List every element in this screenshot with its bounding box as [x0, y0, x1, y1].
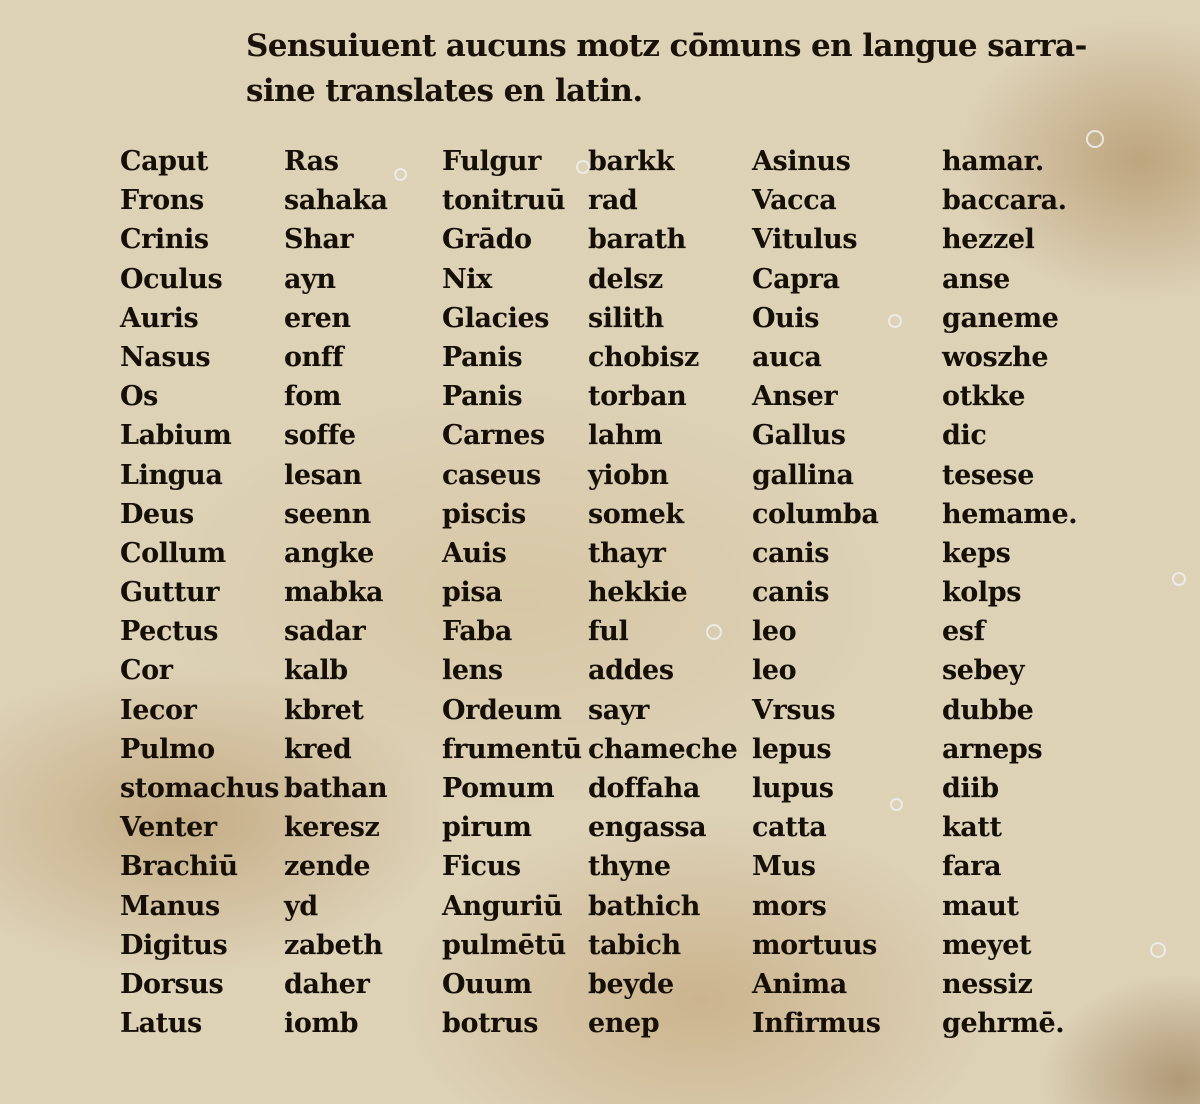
- glossary-word: daher: [284, 968, 370, 1000]
- glossary-word: delsz: [588, 263, 663, 295]
- glossary-word: leo: [752, 655, 797, 687]
- glossary-word: iomb: [284, 1008, 359, 1040]
- glossary-word: Auis: [442, 537, 507, 569]
- glossary-word: Lingua: [120, 459, 223, 491]
- glossary-word: arneps: [942, 733, 1043, 765]
- glossary-word: fom: [284, 381, 341, 413]
- glossary-word: woszhe: [942, 341, 1049, 373]
- glossary-word: columba: [752, 498, 879, 530]
- glossary-word: Iecor: [120, 694, 197, 726]
- glossary-word: hamar.: [942, 146, 1044, 177]
- glossary-word: sahaka: [284, 185, 388, 217]
- glossary-word: Brachiū: [120, 851, 238, 883]
- glossary-word: Labium: [120, 420, 232, 452]
- column-latin-food: [442, 142, 582, 1043]
- column-saracen-body: [284, 142, 388, 1043]
- glossary-word: Digitus: [120, 929, 228, 961]
- glossary-word: Vacca: [752, 185, 837, 217]
- glossary-word: Guttur: [120, 577, 220, 609]
- glossary-word: Carnes: [442, 420, 545, 452]
- glossary-word: yd: [284, 890, 318, 922]
- glossary-word: Nasus: [120, 341, 211, 373]
- glossary-word: Glacies: [442, 302, 550, 334]
- glossary-word: somek: [588, 498, 684, 530]
- glossary-word: lahm: [588, 420, 663, 452]
- glossary-word: Panis: [442, 381, 523, 413]
- glossary-word: Asinus: [752, 146, 851, 177]
- column-saracen-food: [588, 142, 737, 1043]
- glossary-word: canis: [752, 537, 830, 569]
- glossary-word: lens: [442, 655, 503, 687]
- glossary-word: mors: [752, 890, 827, 922]
- glossary-word: rad: [588, 185, 638, 217]
- glossary-word: torban: [588, 381, 687, 413]
- glossary-word: onff: [284, 341, 344, 373]
- glossary-word: Os: [120, 381, 158, 413]
- glossary-word: frumentū: [442, 733, 582, 765]
- glossary-word: zabeth: [284, 929, 383, 961]
- glossary-word: enep: [588, 1008, 660, 1040]
- glossary-word: ful: [588, 616, 629, 648]
- glossary-word: Ordeum: [442, 694, 562, 726]
- glossary-word: maut: [942, 890, 1019, 922]
- glossary-word: barkk: [588, 146, 675, 177]
- glossary-word: auca: [752, 341, 822, 373]
- glossary-word: Vitulus: [752, 224, 858, 256]
- glossary-word: beyde: [588, 968, 674, 1000]
- glossary-word: Grādo: [442, 224, 532, 256]
- glossary-word: dic: [942, 420, 987, 452]
- heading-line-1: Sensuiuent aucuns motz cōmuns en langue sarra-: [246, 28, 1087, 64]
- glossary-word: lesan: [284, 459, 362, 491]
- glossary-word: tabich: [588, 929, 681, 961]
- glossary-word: Dorsus: [120, 968, 224, 1000]
- glossary-word: keps: [942, 537, 1011, 569]
- glossary-word: Venter: [120, 812, 217, 844]
- glossary-word: dubbe: [942, 694, 1034, 726]
- glossary-word: keresz: [284, 812, 380, 844]
- glossary-word: lepus: [752, 733, 832, 765]
- glossary-word: engassa: [588, 812, 707, 844]
- glossary-word: Caput: [120, 146, 208, 177]
- glossary-word: Auris: [120, 302, 199, 334]
- column-latin-body: [120, 142, 279, 1043]
- glossary-word: anse: [942, 263, 1010, 295]
- glossary-word: soffe: [284, 420, 356, 452]
- glossary-word: Cor: [120, 655, 173, 687]
- glossary-word: Anser: [752, 381, 838, 413]
- glossary-word: stomachus: [120, 773, 280, 804]
- glossary-word: hemame.: [942, 498, 1078, 530]
- glossary-word: Ficus: [442, 851, 521, 883]
- glossary-word: silith: [588, 302, 664, 334]
- glossary-word: Frons: [120, 185, 204, 217]
- glossary-word: Infirmus: [752, 1008, 881, 1040]
- glossary-word: eren: [284, 302, 351, 334]
- glossary-word: kbret: [284, 694, 364, 726]
- glossary-word: Deus: [120, 498, 194, 530]
- glossary-word: hekkie: [588, 577, 688, 609]
- glossary-word: gallina: [752, 459, 854, 491]
- glossary-word: bathich: [588, 890, 701, 922]
- glossary-word: Ouis: [752, 302, 820, 334]
- glossary-word: mortuus: [752, 929, 877, 961]
- glossary-word: sebey: [942, 655, 1025, 687]
- glossary-word: lupus: [752, 773, 834, 804]
- glossary-word: kolps: [942, 577, 1022, 609]
- glossary-word: Anguriū: [442, 890, 563, 922]
- paper-spot: [1172, 572, 1186, 586]
- glossary-word: ayn: [284, 263, 336, 295]
- glossary-word: otkke: [942, 381, 1026, 413]
- glossary-word: thayr: [588, 537, 666, 569]
- glossary-word: Ras: [284, 146, 339, 177]
- glossary-word: Pomum: [442, 773, 555, 804]
- paper-spot: [888, 314, 902, 328]
- glossary-word: catta: [752, 812, 827, 844]
- glossary-word: pisa: [442, 577, 503, 609]
- glossary-word: mabka: [284, 577, 384, 609]
- glossary-word: pulmētū: [442, 929, 566, 961]
- glossary-word: Anima: [752, 968, 847, 1000]
- glossary-word: Manus: [120, 890, 220, 922]
- glossary-word: meyet: [942, 929, 1032, 961]
- glossary-word: yiobn: [588, 459, 669, 491]
- glossary-word: Collum: [120, 537, 226, 569]
- paper-spot: [706, 624, 722, 640]
- glossary-word: addes: [588, 655, 674, 687]
- glossary-word: Ouum: [442, 968, 532, 1000]
- glossary-word: zende: [284, 851, 371, 883]
- glossary-word: caseus: [442, 459, 541, 491]
- glossary-word: Mus: [752, 851, 816, 883]
- glossary-word: sayr: [588, 694, 650, 726]
- glossary-word: Vrsus: [752, 694, 836, 726]
- glossary-word: angke: [284, 537, 374, 569]
- glossary-word: hezzel: [942, 224, 1035, 256]
- glossary-word: Faba: [442, 616, 512, 648]
- glossary-word: seenn: [284, 498, 371, 530]
- glossary-word: chameche: [588, 733, 738, 765]
- glossary-word: esf: [942, 616, 985, 648]
- glossary-word: sadar: [284, 616, 366, 648]
- paper-spot: [576, 160, 590, 174]
- column-saracen-animals: [942, 142, 1077, 1043]
- glossary-word: gehrmē.: [942, 1008, 1065, 1040]
- glossary-word: Crinis: [120, 224, 209, 256]
- glossary-word: ganeme: [942, 302, 1059, 334]
- glossary-word: Pulmo: [120, 733, 215, 765]
- glossary-word: piscis: [442, 498, 526, 530]
- glossary-word: kred: [284, 733, 352, 765]
- glossary-word: fara: [942, 851, 1002, 883]
- glossary-word: diib: [942, 773, 999, 804]
- glossary-word: Oculus: [120, 263, 223, 295]
- glossary-word: barath: [588, 224, 686, 256]
- column-latin-animals: [752, 142, 881, 1043]
- glossary-word: Gallus: [752, 420, 846, 452]
- glossary-word: canis: [752, 577, 830, 609]
- paper-spot: [1086, 130, 1104, 148]
- glossary-word: tonitruū: [442, 185, 566, 217]
- glossary-word: bathan: [284, 773, 388, 804]
- glossary-word: katt: [942, 812, 1002, 844]
- glossary-word: Shar: [284, 224, 354, 256]
- glossary-word: leo: [752, 616, 797, 648]
- paper-spot: [1150, 942, 1166, 958]
- glossary-word: Nix: [442, 263, 492, 295]
- glossary-word: Fulgur: [442, 146, 541, 177]
- glossary-word: botrus: [442, 1008, 539, 1040]
- glossary-word: doffaha: [588, 773, 700, 804]
- glossary-word: tesese: [942, 459, 1035, 491]
- glossary-word: baccara.: [942, 185, 1067, 217]
- paper-spot: [394, 168, 407, 181]
- glossary-word: pirum: [442, 812, 532, 844]
- glossary-word: thyne: [588, 851, 671, 883]
- glossary-word: Capra: [752, 263, 840, 295]
- glossary-word: Panis: [442, 341, 523, 373]
- paper-spot: [890, 798, 903, 811]
- glossary-word: Latus: [120, 1008, 202, 1040]
- glossary-word: kalb: [284, 655, 348, 687]
- glossary-word: Pectus: [120, 616, 219, 648]
- heading-line-2: sine translates en latin.: [246, 73, 643, 109]
- glossary-word: chobisz: [588, 341, 699, 373]
- glossary-word: nessiz: [942, 968, 1033, 1000]
